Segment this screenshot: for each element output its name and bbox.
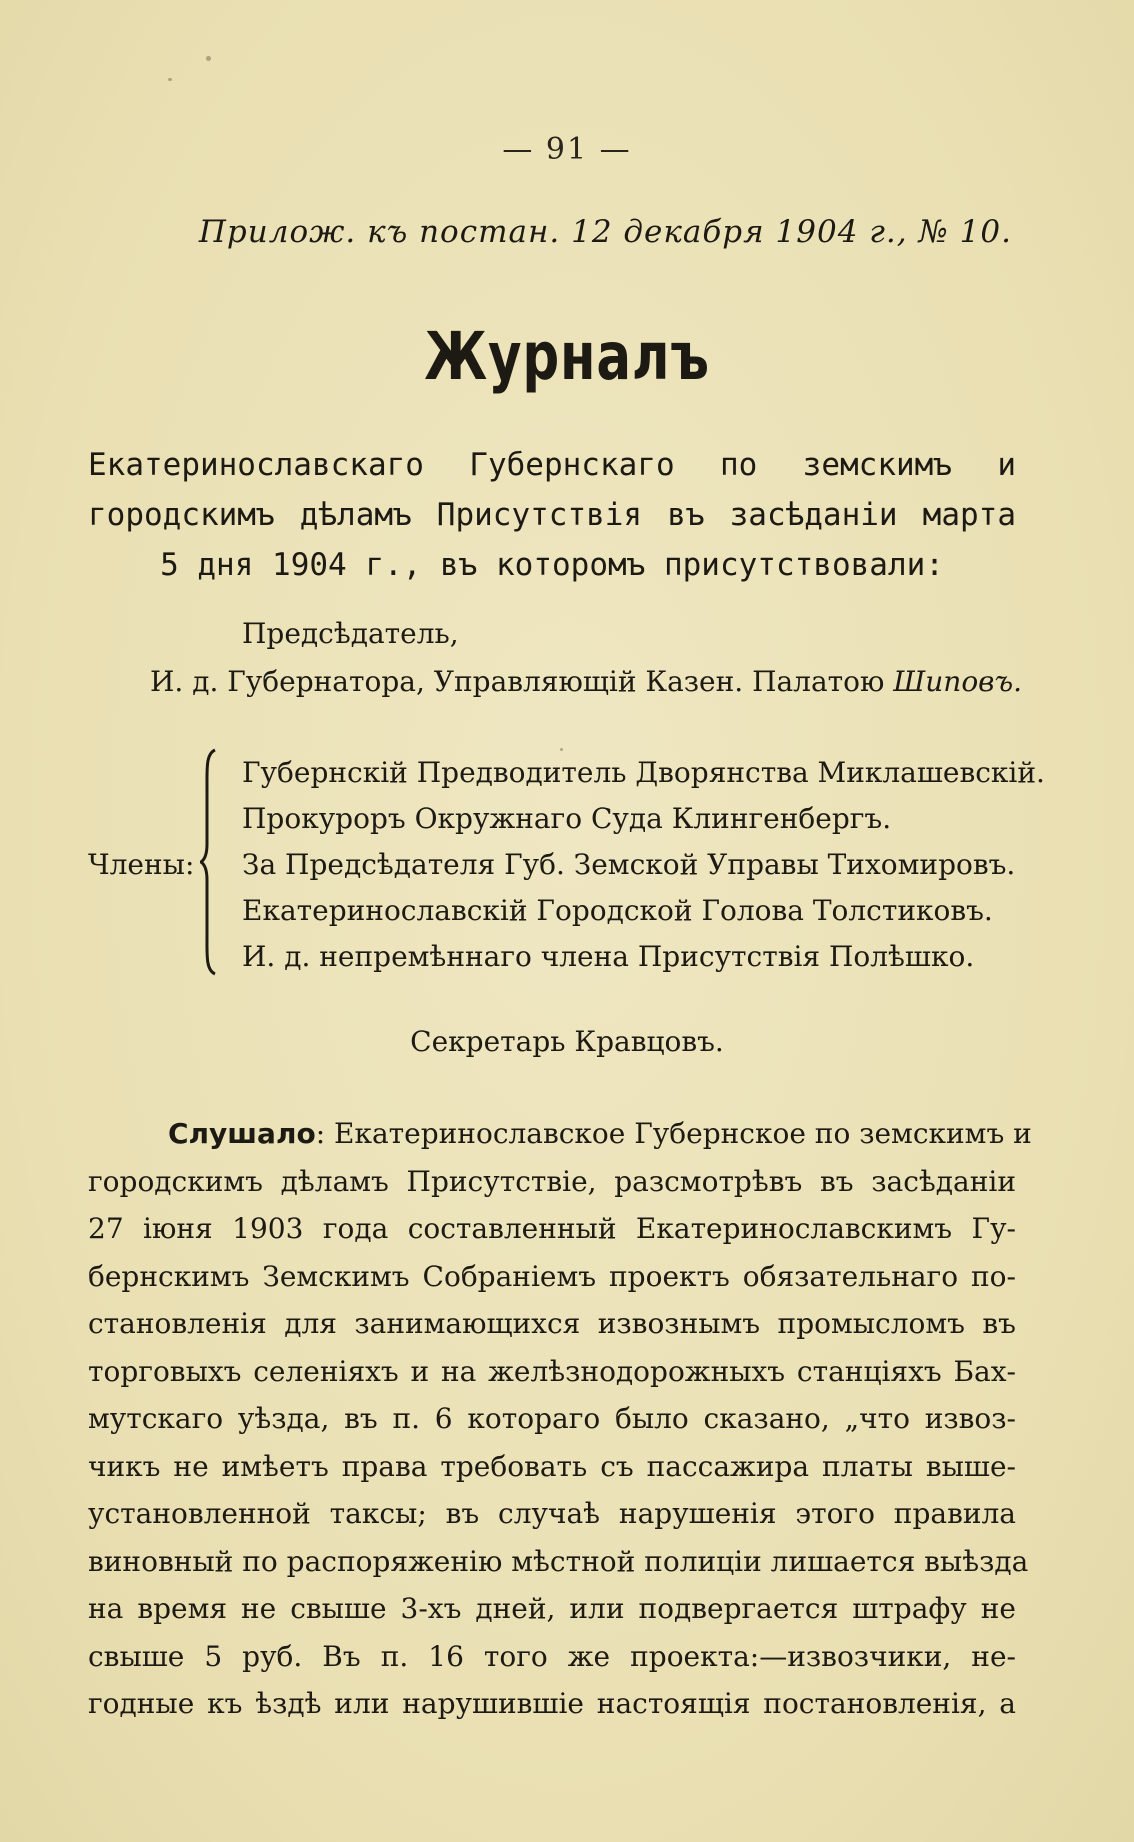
members-label: Члены: [88, 848, 195, 881]
member-entry: Екатеринославскій Городской Голова Толстиковъ. [242, 894, 993, 927]
body-line: мутскаго уѣзда, въ п. 6 котораго было сказано, „что извоз- [88, 1402, 1016, 1435]
body-paragraph [88, 1110, 1032, 1728]
journal-title: Журналъ [424, 318, 710, 395]
body-line: городскимъ дѣламъ Присутствіе, разсмотрѣвъ въ засѣданіи [88, 1164, 1016, 1198]
paper-speck [168, 78, 172, 81]
member-entry: За Предсѣдателя Губ. Земской Управы Тихомировъ. [242, 848, 1016, 881]
body-line: свыше 5 руб. Въ п. 16 того же проекта:—извозчики, не- [88, 1639, 1016, 1673]
subtitle-line: городскимъ дѣламъ Присутствія въ засѣданіи марта [88, 497, 1016, 533]
member-entry: Губернскій Предводитель Дворянства Миклашевскій. [242, 756, 1045, 789]
chair-surname: Шиповъ. [893, 665, 1023, 698]
appendix-note: Прилож. къ постан. 12 декабря 1904 г., № 10. [198, 214, 1012, 250]
chair-line [150, 665, 1022, 698]
body-line: торговыхъ селеніяхъ и на желѣзнодорожныхъ станціяхъ Бах- [88, 1354, 1016, 1388]
chair-title: Предсѣдатель, [242, 617, 459, 650]
body-line: виновный по распоряженію мѣстной полиціи лишается выѣзда [88, 1544, 1029, 1578]
body-line: годные къ ѣздѣ или нарушившіе настоящія постановленія, а [88, 1687, 1016, 1720]
member-entry: И. д. непремѣннаго члена Присутствія Полѣшко. [242, 940, 975, 973]
members-brace [200, 748, 218, 976]
chair-description: И. д. Губернатора, Управляющій Казен. Палатою [150, 665, 885, 698]
body-line: на время не свыше 3-хъ дней, или подвергается штрафу не [88, 1592, 1016, 1625]
body-line: чикъ не имѣетъ права требовать съ пассажира платы выше- [88, 1449, 1016, 1483]
secretary-line: Секретарь Кравцовъ. [410, 1025, 724, 1058]
page-number: — 91 — [502, 132, 632, 167]
body-line: 27 іюня 1903 года составленный Екатеринославскимъ Гу- [88, 1212, 1016, 1245]
body-line: бернскимъ Земскимъ Собраніемъ проектъ обязательнаго по- [88, 1259, 1016, 1293]
members-list [242, 750, 1045, 980]
heard-label: Слушало [168, 1117, 316, 1150]
subtitle-line: 5 дня 1904 г., въ которомъ присутствовали: [160, 547, 944, 583]
body-line: установленной таксы; въ случаѣ нарушенія этого правила [88, 1497, 1016, 1530]
member-entry: Прокуроръ Окружнаго Суда Клингенбергъ. [242, 802, 892, 835]
body-line [88, 1110, 1032, 1158]
subtitle-line: Екатеринославскаго Губернскаго по земскимъ и [88, 447, 1016, 483]
paper-speck [206, 56, 211, 61]
journal-subtitle [88, 440, 1016, 590]
body-line: становленія для занимающихся извознымъ промысломъ въ [88, 1307, 1016, 1340]
body-first-line-text: : Екатеринославское Губернское по земскимъ и [315, 1117, 1032, 1150]
